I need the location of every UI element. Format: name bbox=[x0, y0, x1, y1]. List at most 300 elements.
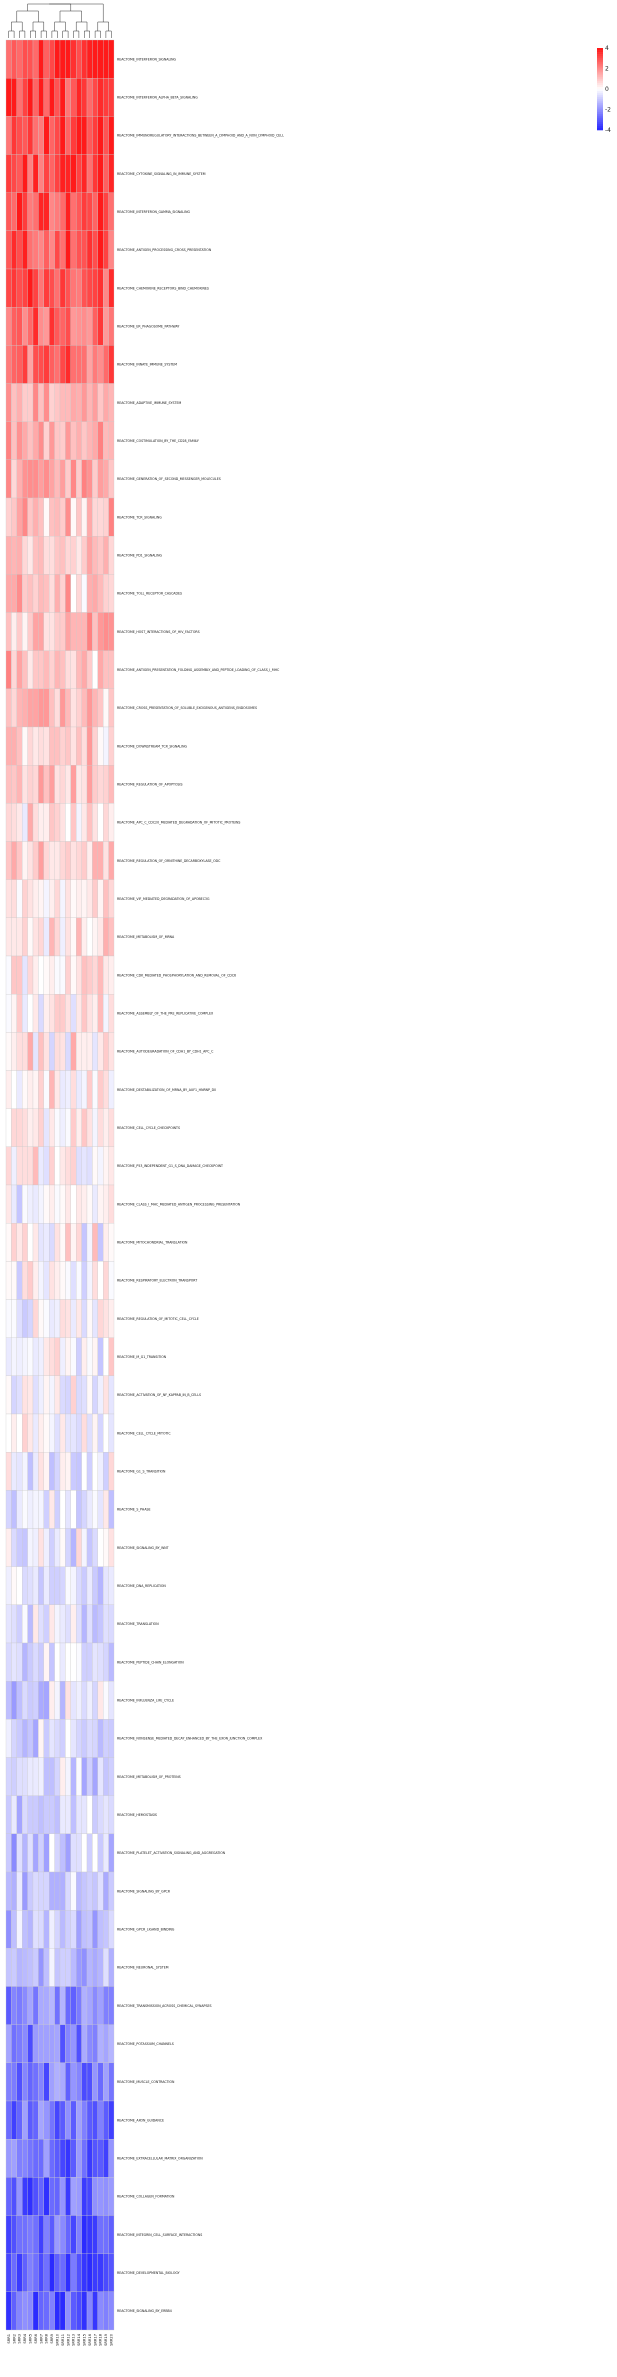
heatmap-cell bbox=[87, 1109, 92, 1147]
heatmap-cell bbox=[82, 1109, 87, 1147]
heatmap-cell bbox=[6, 689, 11, 727]
heatmap-cell bbox=[33, 1948, 38, 1986]
heatmap-cell bbox=[49, 1796, 54, 1834]
heatmap-cell bbox=[6, 1910, 11, 1948]
heatmap-cell bbox=[49, 1338, 54, 1376]
heatmap-cell bbox=[55, 2101, 60, 2139]
heatmap-cell bbox=[38, 1414, 43, 1452]
heatmap-cell bbox=[82, 1414, 87, 1452]
heatmap-cell bbox=[76, 2139, 81, 2177]
heatmap-cell bbox=[49, 727, 54, 765]
heatmap-cell bbox=[55, 2139, 60, 2177]
row-label: REACTOME_REGULATION_OF_ORNITHINE_DECARBOXYLASE_ODC bbox=[117, 858, 221, 863]
row-label: REACTOME_CDK_MEDIATED_PHOSPHORYLATION_AND_REMOVAL_OF_CDC6 bbox=[117, 973, 237, 978]
heatmap-cell bbox=[103, 842, 108, 880]
heatmap-cell bbox=[65, 1567, 70, 1605]
heatmap-cell bbox=[38, 1338, 43, 1376]
heatmap-cell bbox=[71, 2025, 76, 2063]
heatmap-cell bbox=[6, 1948, 11, 1986]
dendrogram-branch bbox=[9, 31, 14, 38]
column-label: SRR8 bbox=[44, 2334, 49, 2344]
row-labels bbox=[117, 57, 284, 2313]
heatmap-cell bbox=[82, 765, 87, 803]
heatmap-cell bbox=[22, 2254, 27, 2292]
heatmap-cell bbox=[55, 1338, 60, 1376]
heatmap-cell bbox=[55, 1071, 60, 1109]
row-label: REACTOME_ER_PHAGOSOME_PATHWAY bbox=[117, 324, 180, 329]
heatmap-cell bbox=[109, 345, 114, 383]
heatmap-cell bbox=[55, 1452, 60, 1490]
heatmap-cell bbox=[92, 1490, 97, 1528]
heatmap-cell bbox=[98, 1987, 103, 2025]
heatmap-cell bbox=[92, 918, 97, 956]
heatmap-cell bbox=[44, 2216, 49, 2254]
heatmap-cell bbox=[44, 994, 49, 1032]
heatmap-cell bbox=[103, 231, 108, 269]
heatmap-cell bbox=[55, 231, 60, 269]
heatmap-cell bbox=[87, 727, 92, 765]
heatmap-cell bbox=[55, 1834, 60, 1872]
heatmap-cell bbox=[71, 1719, 76, 1757]
heatmap-cell bbox=[98, 1452, 103, 1490]
heatmap-cell bbox=[28, 765, 33, 803]
heatmap-cell bbox=[49, 269, 54, 307]
heatmap-cell bbox=[87, 78, 92, 116]
heatmap-cell bbox=[92, 1643, 97, 1681]
heatmap-cell bbox=[92, 40, 97, 78]
heatmap-cell bbox=[17, 1109, 22, 1147]
heatmap-cell bbox=[38, 651, 43, 689]
heatmap-cell bbox=[44, 1109, 49, 1147]
heatmap-cell bbox=[98, 842, 103, 880]
heatmap-cell bbox=[11, 1987, 16, 2025]
heatmap-cell bbox=[103, 1834, 108, 1872]
heatmap-cell bbox=[87, 269, 92, 307]
heatmap-cell bbox=[22, 1414, 27, 1452]
heatmap-cell bbox=[22, 613, 27, 651]
heatmap-cell bbox=[71, 1948, 76, 1986]
heatmap-cell bbox=[109, 1376, 114, 1414]
heatmap-cell bbox=[6, 460, 11, 498]
heatmap-cell bbox=[22, 1796, 27, 1834]
heatmap-cell bbox=[17, 651, 22, 689]
heatmap-cell bbox=[109, 1109, 114, 1147]
heatmap-cell bbox=[49, 384, 54, 422]
heatmap-cell bbox=[38, 1872, 43, 1910]
heatmap-cell bbox=[6, 2254, 11, 2292]
heatmap-cell bbox=[82, 460, 87, 498]
heatmap-cell bbox=[6, 1529, 11, 1567]
heatmap-cell bbox=[55, 155, 60, 193]
heatmap-cell bbox=[65, 536, 70, 574]
heatmap-cell bbox=[103, 1452, 108, 1490]
heatmap-cell bbox=[11, 1529, 16, 1567]
heatmap-cell bbox=[65, 345, 70, 383]
heatmap-cell bbox=[87, 40, 92, 78]
heatmap-cell bbox=[11, 1796, 16, 1834]
heatmap-cell bbox=[28, 1719, 33, 1757]
heatmap-cell bbox=[44, 1414, 49, 1452]
row-label: REACTOME_CHEMOKINE_RECEPTORS_BIND_CHEMOKINES bbox=[117, 286, 209, 291]
heatmap-cell bbox=[11, 1643, 16, 1681]
heatmap-cell bbox=[109, 1719, 114, 1757]
column-label: SRR2 bbox=[12, 2334, 17, 2344]
heatmap-cell bbox=[55, 1872, 60, 1910]
heatmap-cell bbox=[103, 2139, 108, 2177]
heatmap-cell bbox=[92, 2139, 97, 2177]
column-label: SRR14 bbox=[77, 2334, 82, 2346]
heatmap-cell bbox=[11, 1719, 16, 1757]
row-label: REACTOME_SIGNALING_BY_WNT bbox=[117, 1545, 169, 1550]
heatmap-cell bbox=[11, 460, 16, 498]
heatmap-cell bbox=[28, 307, 33, 345]
colorbar-segment bbox=[597, 93, 603, 95]
heatmap-cell bbox=[71, 2063, 76, 2101]
heatmap-cell bbox=[28, 40, 33, 78]
heatmap-cell bbox=[44, 40, 49, 78]
heatmap-cell bbox=[92, 193, 97, 231]
heatmap-cell bbox=[33, 803, 38, 841]
heatmap-cell bbox=[11, 1758, 16, 1796]
heatmap-cell bbox=[76, 803, 81, 841]
heatmap-cell bbox=[17, 1643, 22, 1681]
colorbar-segment bbox=[597, 126, 603, 128]
heatmap-cell bbox=[109, 2254, 114, 2292]
row-label: REACTOME_CLASS_I_MHC_MEDIATED_ANTIGEN_PROCESSING_PRESENTATION bbox=[117, 1202, 241, 1207]
heatmap-cell bbox=[92, 803, 97, 841]
heatmap-cell bbox=[22, 2292, 27, 2330]
heatmap-cell bbox=[71, 307, 76, 345]
heatmap-cells bbox=[6, 40, 114, 2330]
heatmap-cell bbox=[71, 1987, 76, 2025]
heatmap-cell bbox=[103, 727, 108, 765]
colorbar-segment bbox=[597, 103, 603, 105]
heatmap-cell bbox=[82, 1872, 87, 1910]
heatmap-cell bbox=[28, 1300, 33, 1338]
heatmap-cell bbox=[33, 1490, 38, 1528]
heatmap-cell bbox=[103, 269, 108, 307]
row-label: REACTOME_INFLUENZA_LIFE_CYCLE bbox=[117, 1698, 174, 1703]
heatmap-cell bbox=[98, 2063, 103, 2101]
heatmap-cell bbox=[98, 689, 103, 727]
row-label: REACTOME_GENERATION_OF_SECOND_MESSENGER_MOLECULES bbox=[117, 477, 221, 482]
heatmap-cell bbox=[98, 40, 103, 78]
heatmap-cell bbox=[55, 2292, 60, 2330]
heatmap-cell bbox=[71, 689, 76, 727]
heatmap-cell bbox=[49, 842, 54, 880]
heatmap-cell bbox=[71, 78, 76, 116]
colorbar-segment bbox=[597, 95, 603, 97]
heatmap-cell bbox=[22, 1452, 27, 1490]
heatmap-cell bbox=[92, 1834, 97, 1872]
row-label: REACTOME_ANTIGEN_PROCESSING_CROSS_PRESENTATION bbox=[117, 248, 212, 253]
heatmap-cell bbox=[55, 307, 60, 345]
heatmap-cell bbox=[76, 1872, 81, 1910]
colorbar-segment bbox=[597, 71, 603, 73]
heatmap-cell bbox=[11, 1338, 16, 1376]
heatmap-cell bbox=[55, 727, 60, 765]
row-label: REACTOME_P53_INDEPENDENT_G1_S_DNA_DAMAGE_CHECKPOINT bbox=[117, 1164, 223, 1169]
heatmap-cell bbox=[71, 155, 76, 193]
heatmap-cell bbox=[33, 2025, 38, 2063]
heatmap-cell bbox=[11, 1834, 16, 1872]
heatmap-cell bbox=[49, 2101, 54, 2139]
heatmap-cell bbox=[87, 2177, 92, 2215]
heatmap-cell bbox=[22, 2025, 27, 2063]
row-label: REACTOME_RESPIRATORY_ELECTRON_TRANSPORT bbox=[117, 1278, 198, 1283]
heatmap-cell bbox=[98, 918, 103, 956]
heatmap-cell bbox=[98, 2101, 103, 2139]
heatmap-cell bbox=[65, 1338, 70, 1376]
heatmap-cell bbox=[98, 1758, 103, 1796]
heatmap-cell bbox=[28, 2025, 33, 2063]
heatmap-cell bbox=[17, 1338, 22, 1376]
heatmap-cell bbox=[33, 1796, 38, 1834]
heatmap-cell bbox=[82, 1567, 87, 1605]
colorbar-segment bbox=[597, 50, 603, 52]
heatmap-cell bbox=[92, 1223, 97, 1261]
heatmap-cell bbox=[92, 155, 97, 193]
heatmap-cell bbox=[22, 1643, 27, 1681]
colorbar-segment bbox=[597, 120, 603, 122]
heatmap-cell bbox=[82, 1032, 87, 1070]
heatmap-cell bbox=[44, 498, 49, 536]
heatmap-cell bbox=[44, 1071, 49, 1109]
heatmap-cell bbox=[82, 1910, 87, 1948]
heatmap-cell bbox=[38, 2025, 43, 2063]
heatmap-cell bbox=[11, 727, 16, 765]
heatmap-cell bbox=[87, 1452, 92, 1490]
dendrogram-branch bbox=[95, 31, 100, 38]
heatmap-cell bbox=[49, 1567, 54, 1605]
heatmap-cell bbox=[65, 2101, 70, 2139]
heatmap-cell bbox=[55, 1147, 60, 1185]
heatmap-cell bbox=[11, 78, 16, 116]
heatmap-cell bbox=[103, 1681, 108, 1719]
heatmap-cell bbox=[49, 1032, 54, 1070]
heatmap-cell bbox=[6, 78, 11, 116]
heatmap-cell bbox=[6, 498, 11, 536]
heatmap-cell bbox=[71, 1300, 76, 1338]
heatmap-cell bbox=[33, 1987, 38, 2025]
heatmap-cell bbox=[82, 1223, 87, 1261]
heatmap-cell bbox=[87, 689, 92, 727]
heatmap-cell bbox=[22, 1758, 27, 1796]
heatmap-cell bbox=[49, 1605, 54, 1643]
heatmap-cell bbox=[82, 2101, 87, 2139]
row-label: REACTOME_IMMUNOREGULATORY_INTERACTIONS_BETWEEN_A_LYMPHOID_AND_A_NON_LYMPHOID_CELL bbox=[117, 133, 284, 138]
heatmap-cell bbox=[92, 78, 97, 116]
heatmap-cell bbox=[87, 422, 92, 460]
heatmap-cell bbox=[28, 1948, 33, 1986]
colorbar-segment bbox=[597, 112, 603, 114]
heatmap-cell bbox=[22, 1147, 27, 1185]
heatmap-cell bbox=[109, 1071, 114, 1109]
heatmap-cell bbox=[98, 1376, 103, 1414]
heatmap-cell bbox=[109, 1567, 114, 1605]
heatmap-cell bbox=[76, 1300, 81, 1338]
heatmap-cell bbox=[49, 78, 54, 116]
heatmap-cell bbox=[11, 1376, 16, 1414]
heatmap-cell bbox=[82, 1605, 87, 1643]
heatmap-cell bbox=[38, 1643, 43, 1681]
heatmap-cell bbox=[55, 803, 60, 841]
colorbar-segment bbox=[597, 85, 603, 87]
heatmap-cell bbox=[92, 1758, 97, 1796]
heatmap-cell bbox=[60, 956, 65, 994]
heatmap-cell bbox=[98, 1414, 103, 1452]
heatmap-cell bbox=[71, 1529, 76, 1567]
heatmap-cell bbox=[6, 1261, 11, 1299]
heatmap-cell bbox=[98, 1490, 103, 1528]
heatmap-cell bbox=[22, 1300, 27, 1338]
heatmap-cell bbox=[87, 1567, 92, 1605]
heatmap-cell bbox=[6, 1681, 11, 1719]
heatmap-cell bbox=[103, 1490, 108, 1528]
heatmap-cell bbox=[92, 1948, 97, 1986]
heatmap-cell bbox=[87, 116, 92, 154]
heatmap-cell bbox=[38, 1490, 43, 1528]
heatmap-cell bbox=[76, 460, 81, 498]
heatmap-cell bbox=[71, 460, 76, 498]
row-label: REACTOME_CELL_CYCLE_CHECKPOINTS bbox=[117, 1125, 181, 1130]
colorbar-segment bbox=[597, 69, 603, 71]
dendrogram-branch bbox=[74, 31, 79, 38]
heatmap-cell bbox=[44, 1147, 49, 1185]
heatmap-cell bbox=[28, 1796, 33, 1834]
heatmap-cell bbox=[33, 1643, 38, 1681]
heatmap-cell bbox=[76, 2177, 81, 2215]
heatmap-cell bbox=[28, 1681, 33, 1719]
heatmap-cell bbox=[60, 2139, 65, 2177]
heatmap-cell bbox=[65, 1910, 70, 1948]
heatmap-cell bbox=[17, 1567, 22, 1605]
heatmap-cell bbox=[44, 651, 49, 689]
heatmap-cell bbox=[82, 40, 87, 78]
heatmap-cell bbox=[71, 1681, 76, 1719]
heatmap-cell bbox=[109, 1529, 114, 1567]
heatmap-cell bbox=[82, 269, 87, 307]
heatmap-cell bbox=[11, 803, 16, 841]
heatmap-cell bbox=[28, 1071, 33, 1109]
heatmap-cell bbox=[82, 1529, 87, 1567]
heatmap-cell bbox=[71, 1071, 76, 1109]
heatmap-cell bbox=[82, 2177, 87, 2215]
heatmap-cell bbox=[103, 918, 108, 956]
colorbar-segment bbox=[597, 48, 603, 50]
heatmap-cell bbox=[71, 116, 76, 154]
heatmap-cell bbox=[98, 1872, 103, 1910]
heatmap-cell bbox=[60, 2063, 65, 2101]
heatmap-cell bbox=[44, 460, 49, 498]
heatmap-cell bbox=[71, 1032, 76, 1070]
heatmap-cell bbox=[71, 727, 76, 765]
heatmap-cell bbox=[103, 1261, 108, 1299]
heatmap-cell bbox=[103, 1032, 108, 1070]
heatmap-cell bbox=[28, 2216, 33, 2254]
heatmap-cell bbox=[6, 193, 11, 231]
heatmap-cell bbox=[92, 1719, 97, 1757]
heatmap-cell bbox=[92, 1185, 97, 1223]
heatmap-cell bbox=[44, 78, 49, 116]
heatmap-cell bbox=[55, 956, 60, 994]
heatmap-cell bbox=[44, 1567, 49, 1605]
heatmap-cell bbox=[44, 384, 49, 422]
colorbar-segment bbox=[597, 105, 603, 107]
heatmap-cell bbox=[55, 1987, 60, 2025]
heatmap-cell bbox=[92, 269, 97, 307]
row-label: REACTOME_G1_S_TRANSITION bbox=[117, 1469, 166, 1474]
heatmap-cell bbox=[76, 1338, 81, 1376]
colorbar-segment bbox=[597, 89, 603, 91]
heatmap-cell bbox=[33, 2216, 38, 2254]
heatmap-cell bbox=[17, 689, 22, 727]
heatmap-cell bbox=[22, 918, 27, 956]
heatmap-cell bbox=[17, 2254, 22, 2292]
column-label: SRR4 bbox=[23, 2334, 28, 2344]
heatmap-cell bbox=[22, 765, 27, 803]
heatmap-cell bbox=[6, 1185, 11, 1223]
heatmap-cell bbox=[44, 880, 49, 918]
heatmap-cell bbox=[17, 803, 22, 841]
heatmap-cell bbox=[33, 2139, 38, 2177]
heatmap-cell bbox=[11, 2254, 16, 2292]
heatmap-cell bbox=[82, 1796, 87, 1834]
heatmap-cell bbox=[65, 1414, 70, 1452]
heatmap-cell bbox=[49, 536, 54, 574]
heatmap-cell bbox=[71, 574, 76, 612]
heatmap-cell bbox=[103, 2254, 108, 2292]
heatmap-cell bbox=[92, 956, 97, 994]
heatmap-cell bbox=[44, 1643, 49, 1681]
colorbar-segment bbox=[597, 118, 603, 120]
heatmap-cell bbox=[44, 956, 49, 994]
heatmap-cell bbox=[22, 1681, 27, 1719]
colorbar-segment bbox=[597, 58, 603, 60]
heatmap-cell bbox=[38, 2139, 43, 2177]
colorbar-segment bbox=[597, 107, 603, 109]
heatmap-cell bbox=[33, 994, 38, 1032]
heatmap-cell bbox=[82, 155, 87, 193]
heatmap-cell bbox=[33, 689, 38, 727]
heatmap-cell bbox=[109, 1948, 114, 1986]
heatmap-cell bbox=[60, 422, 65, 460]
heatmap-cell bbox=[71, 2254, 76, 2292]
colorbar-segment bbox=[597, 122, 603, 124]
heatmap-cell bbox=[82, 384, 87, 422]
heatmap-cell bbox=[92, 1567, 97, 1605]
column-label: SRR12 bbox=[66, 2334, 71, 2346]
heatmap-cell bbox=[33, 880, 38, 918]
heatmap-cell bbox=[44, 2025, 49, 2063]
heatmap-cell bbox=[82, 842, 87, 880]
heatmap-cell bbox=[44, 1987, 49, 2025]
heatmap-cell bbox=[55, 842, 60, 880]
dendrogram-branch bbox=[76, 22, 87, 31]
heatmap-cell bbox=[6, 2216, 11, 2254]
heatmap-cell bbox=[65, 1490, 70, 1528]
heatmap-cell bbox=[65, 1529, 70, 1567]
heatmap-cell bbox=[17, 1758, 22, 1796]
heatmap-cell bbox=[44, 536, 49, 574]
heatmap-cell bbox=[33, 1223, 38, 1261]
heatmap-cell bbox=[22, 1719, 27, 1757]
heatmap-cell bbox=[60, 40, 65, 78]
heatmap-cell bbox=[103, 1223, 108, 1261]
row-label: REACTOME_SIGNALING_BY_ERBB4 bbox=[117, 2309, 172, 2314]
heatmap-cell bbox=[98, 345, 103, 383]
heatmap-cell bbox=[87, 2063, 92, 2101]
